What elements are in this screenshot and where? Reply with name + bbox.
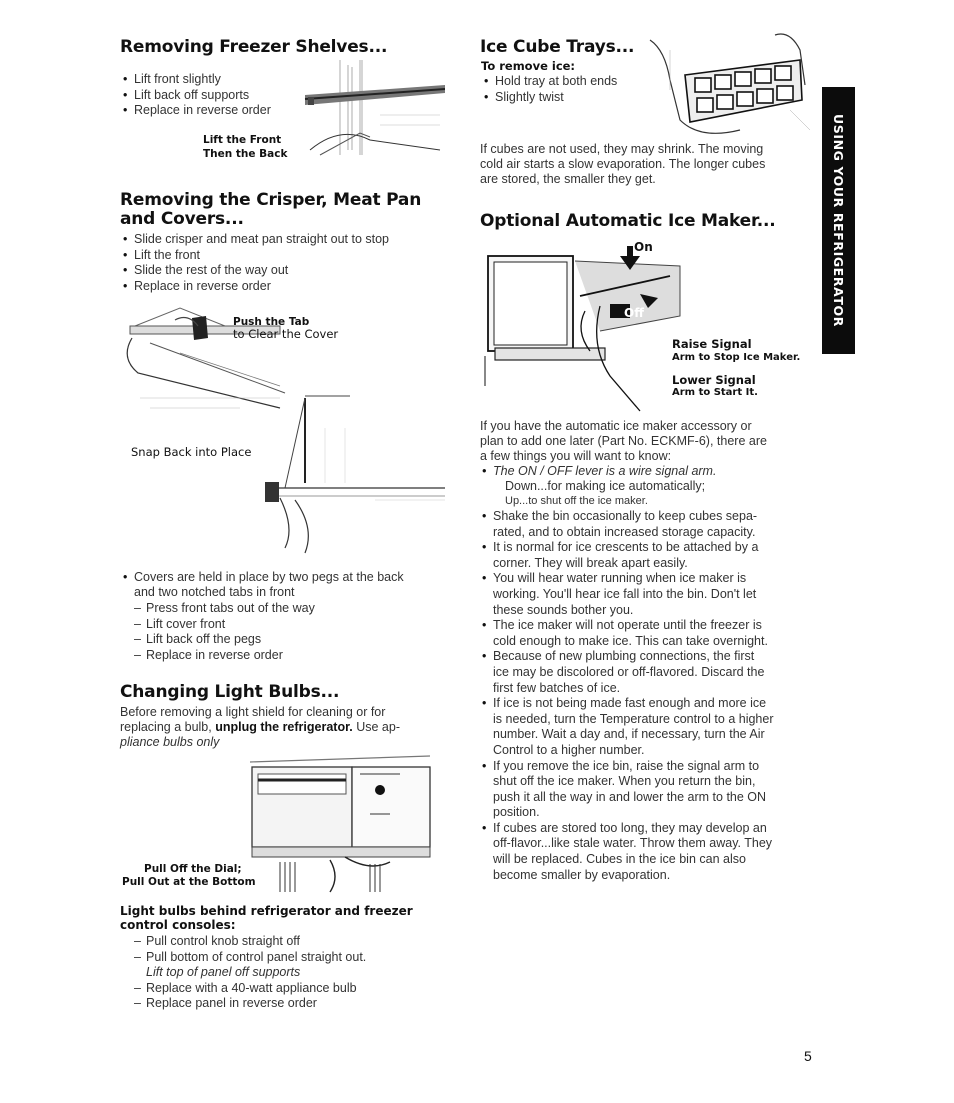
list-item: – Lift back off the pegs — [134, 632, 454, 648]
crisper-heading-2: and Covers... — [120, 209, 244, 229]
line: rated, and to obtain increased storage capacity. — [493, 524, 756, 539]
section-side-tab — [822, 87, 855, 354]
list-item — [480, 696, 810, 758]
line: these sounds bother you. — [493, 602, 634, 617]
crisper-list — [121, 232, 441, 294]
ice-trays-list — [482, 74, 662, 105]
snap-cover-illustration — [255, 388, 450, 558]
line: will be replaced. Cubes in the ice bin can also — [493, 852, 746, 867]
ice-trays-para-1: If cubes are not used, they may shrink. The moving — [480, 142, 764, 156]
line: If cubes are stored too long, they may develop an — [493, 820, 767, 835]
push-tab-caption-2: to Clear the Cover — [233, 327, 339, 341]
list-item: – Replace panel in reverse order — [134, 996, 454, 1012]
ice-maker-b1-sub-1: Down...for making ice automatically; — [505, 479, 706, 493]
list-item — [480, 618, 810, 649]
ice-maker-intro-1: If you have the automatic ice maker accessory or — [480, 419, 752, 433]
list-item — [480, 649, 810, 696]
light-bulbs-subhead-1: Light bulbs behind refrigerator and freezer — [120, 904, 413, 918]
ice-maker-on-label: On — [634, 240, 653, 254]
line: Shake the bin occasionally to keep cubes sepa- — [493, 509, 758, 523]
remove-ice-subhead: To remove ice: — [481, 59, 576, 73]
list-item: • Lift the front — [121, 248, 441, 264]
line: first few batches of ice. — [493, 680, 621, 695]
control-console-illustration — [240, 752, 440, 897]
crisper-heading-1: Removing the Crisper, Meat Pan — [120, 190, 422, 210]
dial-caption-2: Pull Out at the Bottom — [122, 876, 256, 888]
light-bulbs-subhead-2: control consoles: — [120, 918, 236, 932]
list-item: • Slightly twist — [482, 90, 662, 106]
line: Control to a higher number. — [493, 742, 645, 757]
list-item: • Slide the rest of the way out — [121, 263, 441, 279]
line: ice may be discolored or off-flavored. Discard the — [493, 664, 765, 679]
ice-trays-para-3: are stored, the smaller they get. — [480, 172, 656, 186]
list-item — [480, 759, 810, 821]
line: push it all the way in and lower the arm to the ON — [493, 789, 767, 804]
light-bulbs-intro-2 — [120, 720, 400, 735]
list-item — [480, 540, 810, 571]
list-item — [480, 571, 810, 618]
side-tab-label: USING YOUR REFRIGERATOR — [831, 114, 846, 327]
list-item: – Pull bottom of control panel straight out. — [134, 950, 454, 966]
ice-maker-b1-sub-2: Up...to shut off the ice maker. — [505, 495, 648, 507]
light-bulbs-intro-1: Before removing a light shield for cleaning or for — [120, 705, 386, 719]
line: working. You'll hear ice fall into the bin. Don't let — [493, 586, 757, 601]
list-item: • The ON / OFF lever is a wire signal arm. — [480, 464, 810, 480]
line: become smaller by evaporation. — [493, 867, 671, 882]
list-item: – Pull control knob straight off — [134, 934, 454, 950]
light-bulbs-intro-3: pliance bulbs only — [120, 735, 220, 749]
ice-maker-intro-2: plan to add one later (Part No. ECKMF-6), there are — [480, 434, 767, 448]
covers-steps — [134, 601, 454, 663]
ice-trays-heading: Ice Cube Trays... — [480, 37, 635, 57]
covers-info — [121, 570, 461, 586]
unplug-warning: unplug the refrigerator. — [215, 720, 353, 734]
line: position. — [493, 805, 540, 820]
push-tab-caption-1: Push the Tab — [233, 316, 310, 328]
freezer-shelf-illustration — [300, 55, 445, 165]
ice-maker-bullets — [480, 509, 810, 883]
line: You will hear water running when ice maker is — [493, 571, 747, 586]
ice-tray-illustration — [640, 30, 815, 145]
line: Because of new plumbing connections, the first — [493, 649, 755, 664]
snap-caption: Snap Back into Place — [131, 445, 252, 459]
list-item: – Press front tabs out of the way — [134, 601, 454, 617]
list-item: • Lift back off supports — [121, 88, 321, 104]
intro-text: replacing a bulb, — [120, 720, 212, 734]
freezer-shelves-heading: Removing Freezer Shelves... — [120, 37, 388, 57]
line: The ice maker will not operate until the freezer is — [493, 618, 762, 633]
list-item: • Replace in reverse order — [121, 103, 321, 119]
line: cold enough to make ice. This can take overnight. — [493, 633, 768, 648]
list-item: – Lift cover front — [134, 617, 454, 633]
freezer-caption-2: Then the Back — [203, 148, 288, 160]
intro-text: Use ap- — [356, 720, 400, 734]
ice-trays-para-2: cold air starts a slow evaporation. The longer cubes — [480, 157, 766, 171]
light-bulbs-steps — [134, 934, 454, 1012]
ice-maker-bullet-1 — [480, 464, 810, 480]
raise-signal-label: Raise Signal — [672, 337, 752, 351]
list-item: • Covers are held in place by two pegs at the back — [121, 570, 461, 586]
ice-maker-heading: Optional Automatic Ice Maker... — [480, 211, 776, 231]
list-item: • Hold tray at both ends — [482, 74, 662, 90]
ice-maker-illustration — [480, 236, 690, 414]
line: If you remove the ice bin, raise the signal arm to — [493, 758, 760, 773]
list-item: • Lift front slightly — [121, 72, 321, 88]
list-item — [480, 509, 810, 540]
line: is needed, turn the Temperature control to a higher — [493, 711, 774, 726]
raise-signal-sub: Arm to Stop Ice Maker. — [672, 352, 801, 363]
list-item: • Slide crisper and meat pan straight out to stop — [121, 232, 441, 248]
line: number. Wait a day and, if necessary, turn the Air — [493, 727, 765, 742]
line: shut off the ice maker. When you return the bin, — [493, 774, 756, 789]
freezer-caption-1: Lift the Front — [203, 134, 282, 146]
list-item: • Replace in reverse order — [121, 279, 441, 295]
lower-signal-label: Lower Signal — [672, 373, 756, 387]
freezer-shelves-list — [121, 72, 321, 119]
light-bulbs-heading: Changing Light Bulbs... — [120, 682, 340, 702]
line: corner. They will break apart easily. — [493, 555, 688, 570]
list-item — [480, 821, 810, 883]
list-item: Lift top of panel off supports — [146, 965, 301, 980]
list-item: – Replace in reverse order — [134, 648, 454, 664]
dial-caption-1: Pull Off the Dial; — [144, 863, 242, 875]
line: off-flavor...like stale water. Throw them away. They — [493, 836, 773, 851]
line: If ice is not being made fast enough and more ice — [493, 696, 767, 711]
covers-info-cont: and two notched tabs in front — [134, 585, 295, 599]
ice-maker-off-label: Off — [624, 306, 644, 320]
page-number: 5 — [804, 1048, 812, 1064]
ice-maker-intro-3: a few things you will want to know: — [480, 449, 672, 463]
list-item: – Replace with a 40-watt appliance bulb — [134, 981, 454, 997]
line: It is normal for ice crescents to be attached by a — [493, 540, 759, 555]
lower-signal-sub: Arm to Start It. — [672, 387, 758, 398]
